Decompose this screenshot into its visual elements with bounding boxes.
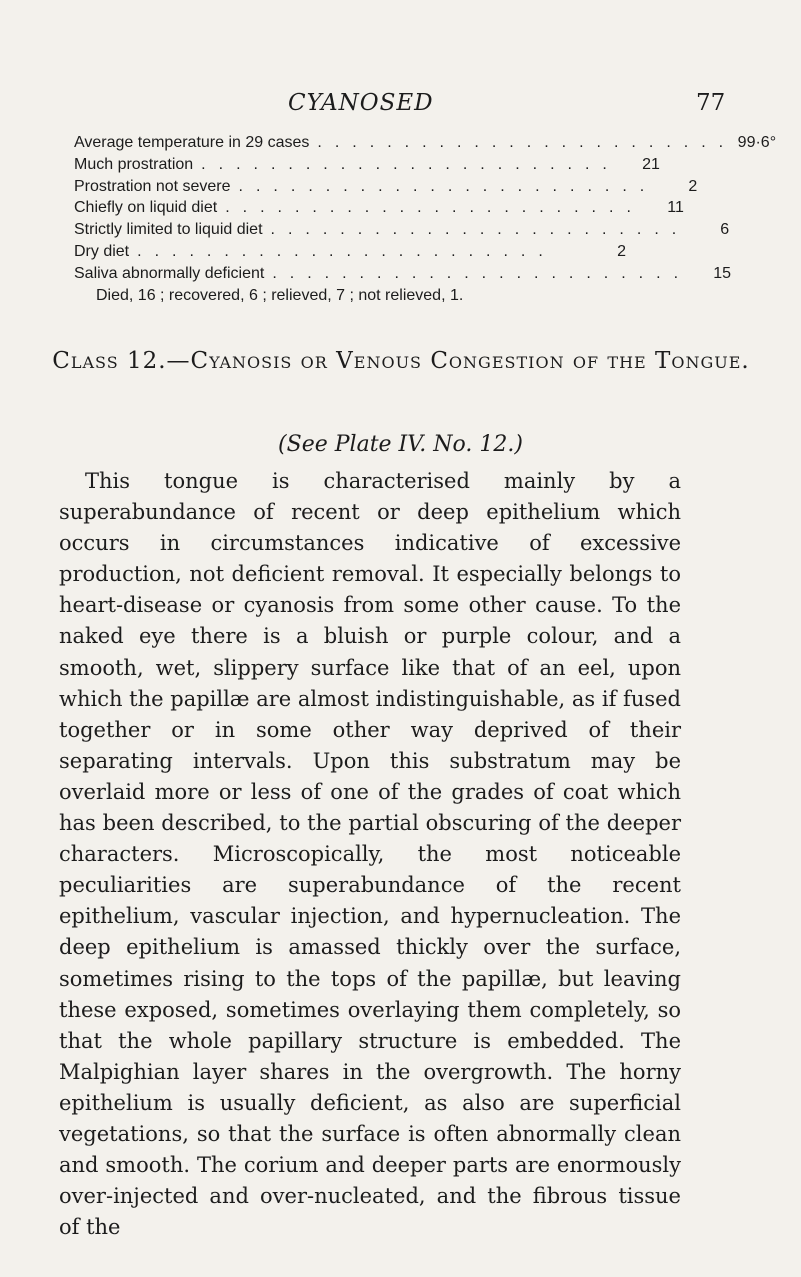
stat-value: 21 <box>642 155 660 173</box>
stat-label: Saliva abnormally deficient <box>74 264 265 282</box>
stat-value: 2 <box>688 177 698 195</box>
stat-value: 99·6° <box>737 134 777 151</box>
stat-label: Prostration not severe <box>74 177 231 195</box>
body-text <box>59 466 681 1243</box>
stat-row <box>74 132 777 154</box>
stat-value: 6 <box>720 221 730 239</box>
stat-label: Much prostration <box>74 155 194 173</box>
stat-value: 2 <box>617 242 626 260</box>
stat-row <box>74 219 730 241</box>
stat-value: 15 <box>713 264 732 282</box>
dot-leader: ........................ <box>137 242 556 260</box>
stat-value: 11 <box>667 199 684 217</box>
outcome-summary: Died, 16 ; recovered, 6 ; relieved, 7 ; not relieved, 1. <box>96 286 464 304</box>
running-title: CYANOSED <box>288 90 434 116</box>
dot-leader: ........................ <box>201 155 620 173</box>
dot-leader: ........................ <box>272 264 692 282</box>
stat-label: Dry diet <box>74 242 130 260</box>
stat-label: Strictly limited to liquid diet <box>74 221 263 239</box>
stat-label: Chiefly on liquid diet <box>74 199 218 217</box>
stat-row <box>74 197 684 219</box>
stat-label: Average temperature in 29 cases <box>74 134 310 151</box>
dot-leader: ........................ <box>238 177 658 195</box>
page-number: 77 <box>696 90 726 116</box>
section-heading: Class 12.—Cyanosis or Venous Congestion of the Tongue. <box>52 348 750 374</box>
dot-leader: ........................ <box>317 134 737 151</box>
stat-row <box>74 263 732 285</box>
dot-leader: ........................ <box>225 199 644 217</box>
stat-row <box>74 154 660 176</box>
statistics-table <box>74 132 777 307</box>
stat-row <box>74 176 698 198</box>
page-header <box>0 90 801 120</box>
dot-leader: ........................ <box>270 221 690 239</box>
stat-row <box>74 241 626 263</box>
body-paragraph: This tongue is characterised mainly by a superabundance of recent or deep epithelium which occurs in circumstances indicative of excessive production, not deficient removal. It especially belongs to heart-disease or cyanosis from some other cause. To the naked eye there is a bluish or purple colour, and a smooth, wet, slippery surface like that of an eel, upon which the papillæ are almost indistinguishable, as if fused together or in some other way deprived of their separating intervals. Upon this substratum may be overlaid more or less of one of the grades of coat which has been described, to the partial obscuring of the deeper characters. Microscopically, the most noticeable peculiarities are superabundance of the recent epithelium, vascular injection, and hypernucleation. The deep epithelium is amassed thickly over the surface, sometimes rising to the tops of the papillæ, but leaving these exposed, sometimes overlaying them completely, so that the whole papillary structure is embedded. The Malpighian layer shares in the overgrowth. The horny epithelium is usually deficient, as also are superficial vegetations, so that the surface is often abnormally clean and smooth. The corium and deeper parts are enormously over-injected and over-nucleated, and the fibrous tissue of the <box>59 469 681 1240</box>
plate-reference: (See Plate IV. No. 12.) <box>278 432 523 457</box>
